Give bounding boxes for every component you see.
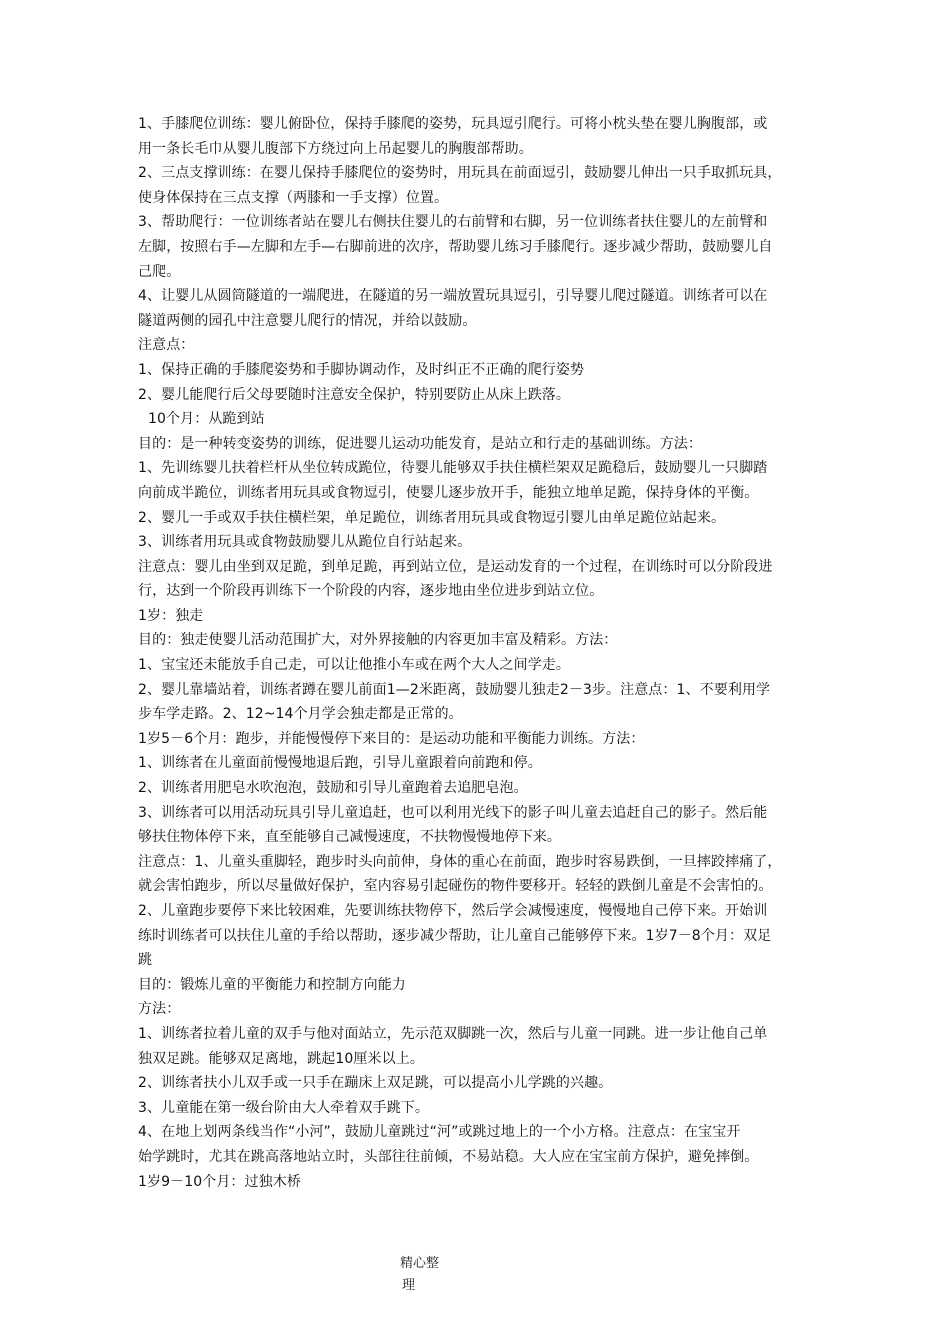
text-line: 1、保持正确的手膝爬姿势和手脚协调动作，及时纠正不正确的爬行姿势 bbox=[138, 361, 585, 378]
text-line: 注意点：婴儿由坐到双足跪，到单足跪，再到站立位，是运动发育的一个过程，在训练时可以分阶段进 bbox=[138, 558, 773, 575]
footer-line-2: 理 bbox=[402, 1278, 416, 1293]
text-line: 1、训练者拉着儿童的双手与他对面站立，先示范双脚跳一次，然后与儿童一同跳。进一步让他自己单 bbox=[138, 1025, 768, 1042]
text-line: 行，达到一个阶段再训练下一个阶段的内容，逐步地由坐位进步到站立位。 bbox=[138, 583, 604, 600]
text-line: 2、儿童跑步要停下来比较困难，先要训练扶物停下，然后学会减慢速度，慢慢地自己停下来。开始训 bbox=[138, 903, 768, 919]
text-line: 够扶住物体停下来，直至能够自己减慢速度，不扶物慢慢地停下来。 bbox=[138, 829, 561, 846]
text-line: 1、手膝爬位训练：婴儿俯卧位，保持手膝爬的姿势，玩具逗引爬行。可将小枕头垫在婴儿胸腹部，或 bbox=[138, 116, 768, 132]
text-line: 3、训练者用玩具或食物鼓励婴儿从跪位自行站起来。 bbox=[138, 534, 472, 551]
text-line: 3、儿童能在第一级台阶由大人牵着双手跳下。 bbox=[138, 1099, 430, 1116]
text-line: 4、让婴儿从圆筒隧道的一端爬进，在隧道的另一端放置玩具逗引，引导婴儿爬过隧道。训练者可以在 bbox=[138, 288, 768, 305]
text-line: 2、训练者扶小儿双手或一只手在蹦床上双足跳，可以提高小儿学跳的兴趣。 bbox=[138, 1075, 613, 1092]
text-line: 方法： bbox=[138, 1001, 181, 1018]
text-line: 步车学走路。2、12~14个月学会独走都是正常的。 bbox=[138, 706, 463, 723]
text-line: 目的：锻炼儿童的平衡能力和控制方向能力 bbox=[138, 976, 406, 993]
text-line: 注意点：1、儿童头重脚轻，跑步时头向前伸，身体的重心在前面，跑步时容易跌倒，一旦摔跤摔痛了， bbox=[138, 853, 782, 870]
text-line: 10个月：从跪到站 bbox=[148, 411, 265, 428]
text-line: 始学跳时，尤其在跳高落地站立时，头部往往前倾，不易站稳。大人应在宝宝前方保护，避免摔倒。 bbox=[138, 1148, 759, 1165]
text-line: 4、在地上划两条线当作“小河”，鼓励儿童跳过“河”或跳过地上的一个小方格。注意点：在宝宝开 bbox=[138, 1124, 741, 1141]
text-line: 1岁9－10个月：过独木桥 bbox=[138, 1173, 301, 1190]
text-line: 2、婴儿一手或双手扶住横栏架，单足跪位，训练者用玩具或食物逗引婴儿由单足跪位站起来。 bbox=[138, 509, 726, 526]
text-line: 就会害怕跑步，所以尽量做好保护，室内容易引起碰伤的物件要移开。轻轻的跌倒儿童是不会害怕的。 bbox=[138, 878, 773, 895]
text-line: 1岁：独走 bbox=[138, 607, 204, 624]
text-line: 己爬。 bbox=[138, 263, 181, 280]
text-line: 1、训练者在儿童面前慢慢地退后跑，引导儿童跟着向前跑和停。 bbox=[138, 755, 542, 772]
text-line: 用一条长毛巾从婴儿腹部下方绕过向上吊起婴儿的胸腹部帮助。 bbox=[138, 140, 533, 157]
text-line: 使身体保持在三点支撑（两膝和一手支撑）位置。 bbox=[138, 189, 449, 206]
text-line: 跳 bbox=[138, 952, 153, 969]
text-line: 向前成半跪位，训练者用玩具或食物逗引，使婴儿逐步放开手，能独立地单足跪，保持身体的平衡。 bbox=[138, 484, 759, 501]
text-line: 1、先训练婴儿扶着栏杆从坐位转成跪位，待婴儿能够双手扶住横栏架双足跪稳后，鼓励婴儿一只脚踏 bbox=[138, 460, 768, 477]
text-line: 2、婴儿能爬行后父母要随时注意安全保护，特别要防止从床上跌落。 bbox=[138, 386, 571, 403]
text-line: 目的：独走使婴儿活动范围扩大，对外界接触的内容更加丰富及精彩。方法： bbox=[138, 632, 618, 649]
text-line: 注意点： bbox=[138, 337, 195, 354]
text-line: 隧道两侧的园孔中注意婴儿爬行的情况，并给以鼓励。 bbox=[138, 312, 477, 329]
text-line: 左脚，按照右手—左脚和左手—右脚前进的次序，帮助婴儿练习手膝爬行。逐步减少帮助，鼓励婴儿自 bbox=[138, 238, 773, 255]
text-line: 独双足跳。能够双足离地，跳起10厘米以上。 bbox=[138, 1050, 424, 1067]
text-line: 练时训练者可以扶住儿童的手给以帮助，逐步减少帮助，让儿童自己能够停下来。1岁7－8个月：双足 bbox=[138, 927, 772, 944]
text-line: 2、三点支撑训练：在婴儿保持手膝爬位的姿势时，用玩具在前面逗引，鼓励婴儿伸出一只手取抓玩具， bbox=[138, 165, 782, 182]
text-line: 3、帮助爬行：一位训练者站在婴儿右侧扶住婴儿的右前臂和右脚，另一位训练者扶住婴儿的左前臂和 bbox=[138, 214, 768, 231]
document-body bbox=[138, 112, 818, 1194]
text-line: 2、训练者用肥皂水吹泡泡，鼓励和引导儿童跑着去追肥皂泡。 bbox=[138, 780, 528, 797]
text-line: 3、训练者可以用活动玩具引导儿童追赶，也可以利用光线下的影子叫儿童去追赶自己的影子。然后能 bbox=[138, 804, 768, 821]
footer-line-1: 精心整 bbox=[400, 1256, 440, 1271]
text-line: 1岁5－6个月：跑步，并能慢慢停下来目的：是运动功能和平衡能力训练。方法： bbox=[138, 730, 645, 747]
text-line: 2、婴儿靠墙站着，训练者蹲在婴儿前面1—2米距离，鼓励婴儿独走2－3步。注意点：1、不要利用学 bbox=[138, 681, 771, 698]
text-line: 目的：是一种转变姿势的训练，促进婴儿运动功能发育，是站立和行走的基础训练。方法： bbox=[138, 435, 702, 452]
page-footer bbox=[400, 1253, 460, 1297]
text-line: 1、宝宝还未能放手自己走，可以让他推小车或在两个大人之间学走。 bbox=[138, 657, 571, 674]
